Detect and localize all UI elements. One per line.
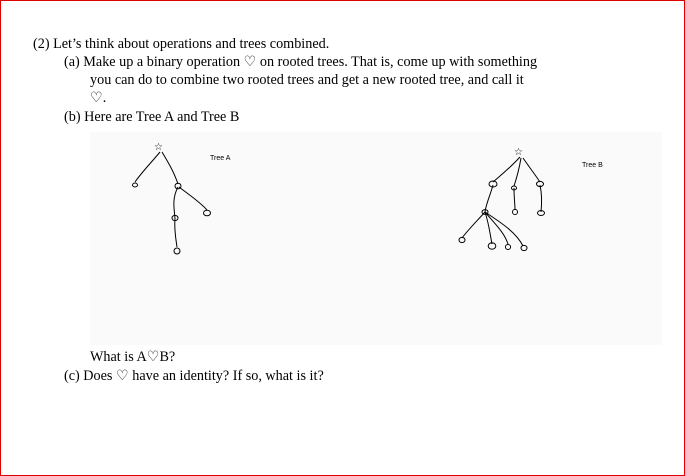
tree-b-drawing [90,132,662,345]
tree-a-label: Tree A [210,155,231,162]
problem-header: (2) Let’s think about operations and trees combined. [33,36,330,52]
part-a-line-1: (a) Make up a binary operation ♡ on rooted trees. That is, come up with something [64,54,538,70]
part-c-line-1: (c) Does ♡ have an identity? If so, what is it? [64,368,324,384]
trees-figure [90,132,662,345]
tree-a-root-star-icon: ☆ [154,142,163,153]
part-a-line-2: you can do to combine two rooted trees and get a new rooted tree, and call it [90,72,524,88]
tree-b-label: Tree B [582,162,603,169]
part-b-line-1: (b) Here are Tree A and Tree B [64,109,240,125]
tree-b-root-star-icon: ☆ [514,147,523,158]
part-b-question: What is A♡B? [90,349,176,365]
part-a-line-3: ♡. [90,90,107,106]
